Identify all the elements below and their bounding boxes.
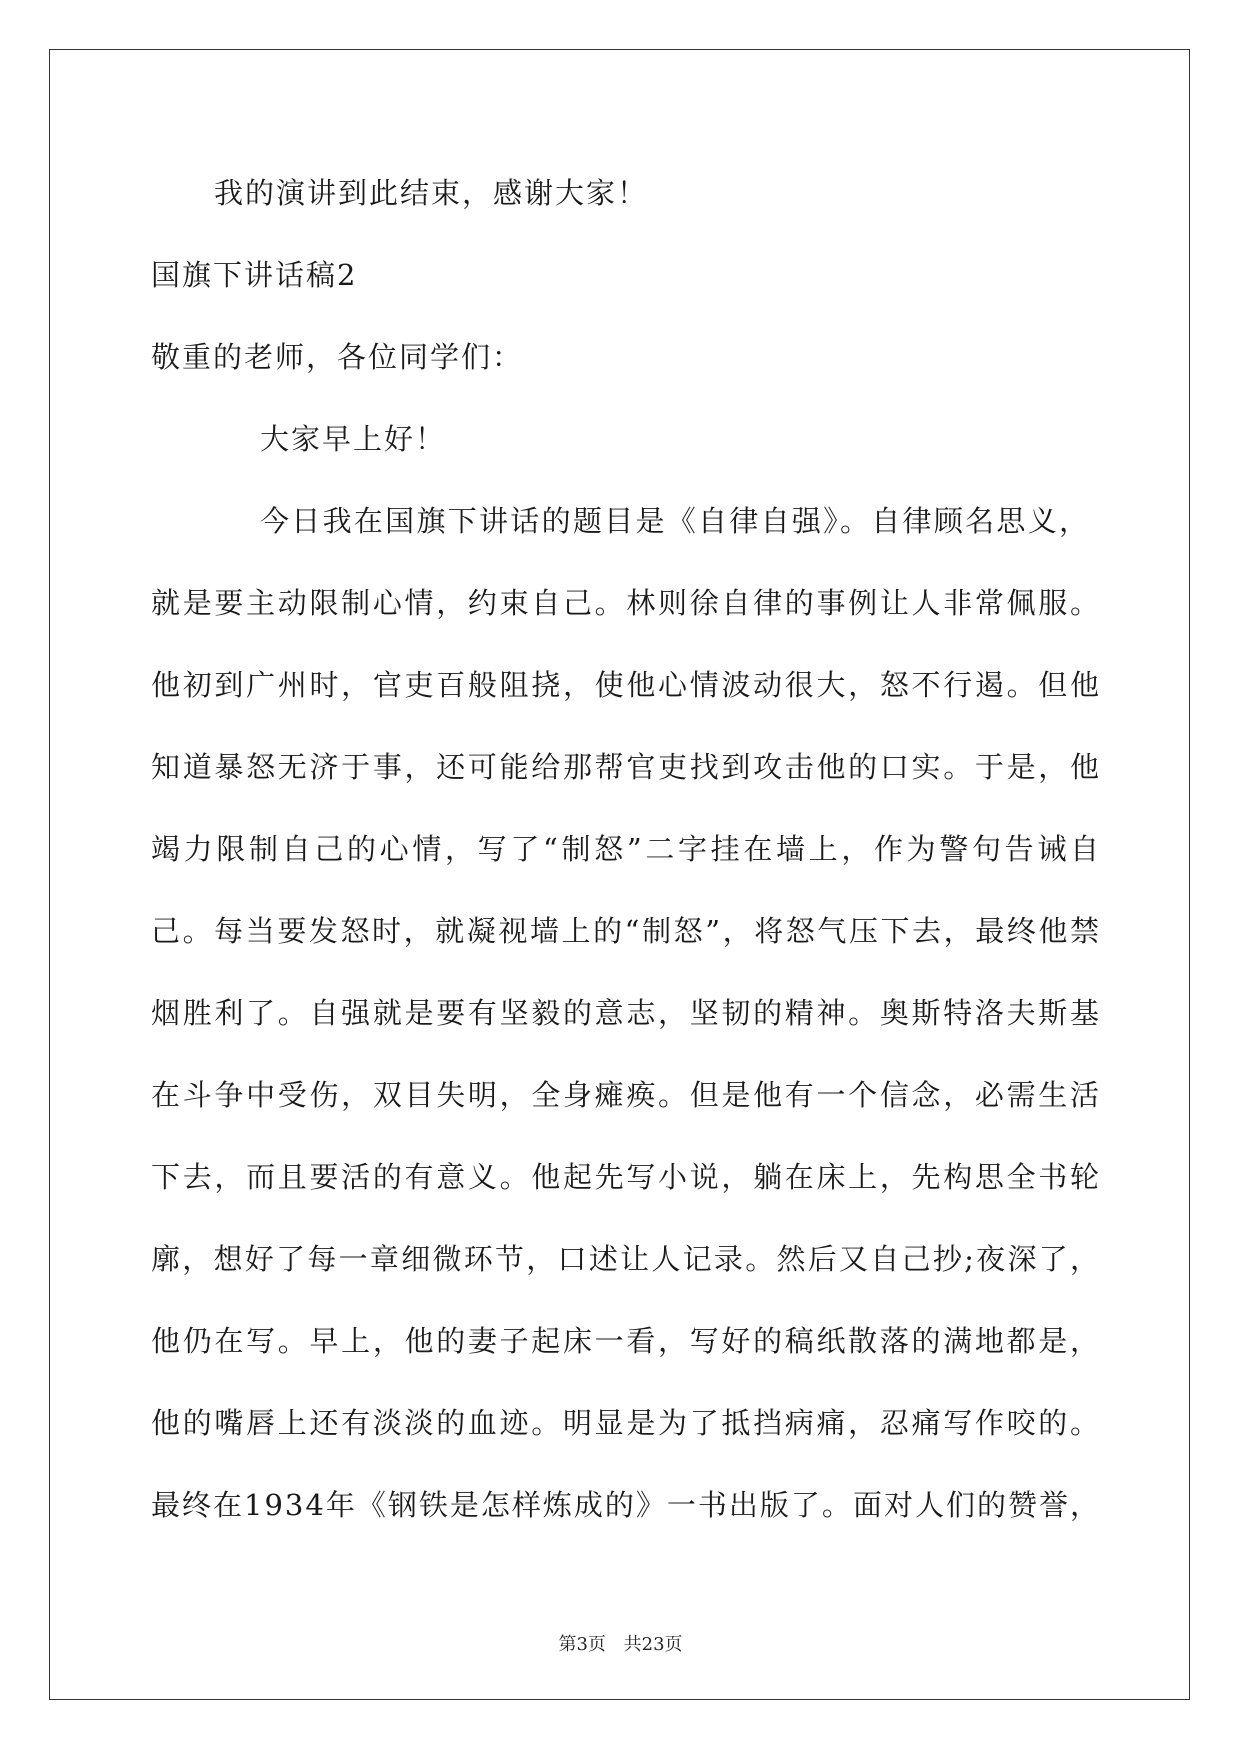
page-border	[49, 49, 1190, 1700]
body-line: 下去，而且要活的有意义。他起先写小说，躺在床上，先构思全书轮	[151, 1160, 1101, 1194]
body-line: 他初到广州时，官吏百般阻挠，使他心情波动很大，怒不行遏。但他	[151, 668, 1101, 702]
closing-line: 我的演讲到此结束，感谢大家！	[214, 176, 649, 210]
body-line: 他仍在写。早上，他的妻子起床一看，写好的稿纸散落的满地都是，	[151, 1324, 1101, 1358]
section-heading: 国旗下讲话稿2	[151, 258, 358, 292]
salutation-line: 敬重的老师，各位同学们：	[151, 340, 524, 374]
page-footer	[0, 1634, 1241, 1656]
page-total: 共23页	[623, 1634, 683, 1655]
body-line: 知道暴怒无济于事，还可能给那帮官吏找到攻击他的口实。于是，他	[151, 750, 1101, 784]
body-line: 就是要主动限制心情，约束自己。林则徐自律的事例让人非常佩服。	[151, 586, 1101, 620]
body-line: 竭力限制自己的心情，写了“制怒”二字挂在墙上，作为警句告诫自	[151, 832, 1101, 866]
body-line: 烟胜利了。自强就是要有坚毅的意志，坚韧的精神。奥斯特洛夫斯基	[151, 996, 1101, 1030]
body-line: 廓，想好了每一章细微环节，口述让人记录。然后又自己抄;夜深了，	[151, 1242, 1101, 1276]
body-line: 最终在1934年《钢铁是怎样炼成的》一书出版了。面对人们的赞誉，	[151, 1488, 1101, 1522]
body-line: 他的嘴唇上还有淡淡的血迹。明显是为了抵挡病痛，忍痛写作咬的。	[151, 1406, 1101, 1440]
body-line: 己。每当要发怒时，就凝视墙上的“制怒”，将怒气压下去，最终他禁	[151, 914, 1101, 948]
page-number: 第3页	[558, 1634, 606, 1655]
body-line: 在斗争中受伤，双目失明，全身瘫痪。但是他有一个信念，必需生活	[151, 1078, 1101, 1112]
body-line: 今日我在国旗下讲话的题目是《自律自强》。自律顾名思义，	[260, 504, 1090, 538]
greeting-line: 大家早上好！	[260, 422, 447, 456]
